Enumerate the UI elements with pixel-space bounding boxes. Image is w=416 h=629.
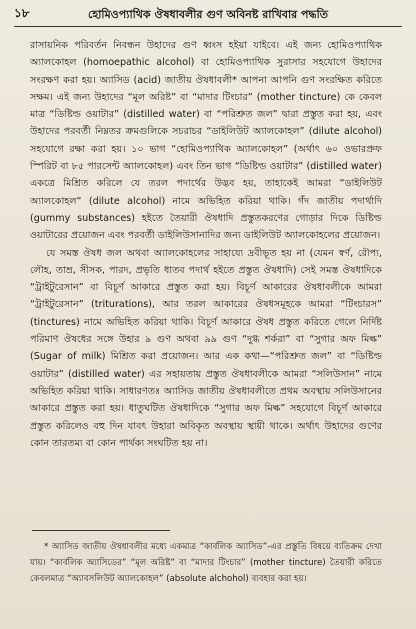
main-text [30, 37, 382, 452]
footnote-divider [32, 530, 170, 531]
paragraph-2: যে সমস্ত ঔষধ জল অথবা অ্যালকোহলের সাহায্যে দ্রবীভূত হয় না (যেমন স্বর্ণ, রৌপ্য, লৌহ, তাম্র, সীসক, পারদ, প্রভৃতি ধাতব পদার্থ হইতে প্রস্তুত ঔষধাদি) সেই সমস্ত ঔষধাদিকে “ট্রাইটুরেসান” বা বিচূর্ণ আকারে প্রস্তুত করা হয়। বিচূর্ণ আকারের ঔষধাবলীকে আমরা “ট্রাইটুরেসান” (triturations), আর তরল আকারের ঔষধসমূহকে আমরা “টিংচারস” (tinctures) নামে অভিহিত করিয়া থাকি। বিচূর্ণ আকারে ঔষধ প্রস্তুত করিতে গেলে নির্দিষ্ট পরিমাণ ঔষধের সঙ্গে উহার ৯ গুণ অথবা ৯৯ গুণ “দুগ্ধ শর্করা” বা “সুগার অফ মিল্ক” (Sugar of milk) মিশ্রিত করা প্রয়োজন। আর এক কথা—“পরিশ্রুত জল” বা “ডিষ্টিল্ড ওয়াটার” (distilled water) এর সহায়তায় প্রস্তুত ঔষধাবলীকে আমরা “সলিউসান” নামে অভিহিত করিয়া থাকি। সাধারণতঃ অ্যাসিড জাতীয় ঔষধাবলীতে প্রথম অবস্থায় সলিউসানের আকারে প্রস্তুত করা হয়। ধাতুঘটিত ঔষধাদিকে “সুগার অফ মিল্ক” সহযোগে বিচূর্ণ আকারে প্রস্তুত করিলেও বহু দিন যাবৎ উহারা অবিকৃত অবস্থায় স্থায়ী থাকে। অর্থাৎ উহাদের গুণের কোন তারতম্য বা কোন পার্থক্য সংঘটিত হয় না। [30, 247, 382, 449]
page-header [14, 6, 402, 24]
header-divider [14, 26, 402, 27]
footnote: * অ্যাসিড জাতীয় ঔষধাবলীর মধ্যে একমাত্র “কার্বলিক অ্যাসিড”-এর প্রস্তুতি বিষয়ে ব্যতিক্রম দেখা যায়। “কার্বলিক অ্যাসিডের” “মূল অরিষ্ট” বা “মাদার টিংচার” (mother tincture) তৈয়ারী করিতে কেবলমাত্র “অ্যাবসলিউট অ্যালকোহল” (absolute alchohol) ব্যবহার করা হয়। [30, 542, 382, 584]
paragraph-1: রাসায়নিক পরিবর্তন নিবন্ধন উহাদের গুণ ধ্বংস হইয়া যাইবে। এই জন্য হোমিওপ্যাথিক অ্যালকোহল (homoepathic alcohol) বা হোমিওপ্যাথিক সুরাসার সহযোগে উহাদের সংরক্ষণ করা হয়। অ্যাসিড (acid) জাতীয় ঔষধাবলী* আপনা আপনি গুণ সংরক্ষিত করিতে সক্ষম। এই জন্য উহাদের “মূল অরিষ্ট” বা “মাদার টিংচার” (mother tincture) কে কেবল মাত্র “ডিষ্টিল্ড ওয়াটার” (distilled water) বা “পরিশ্রুত জল” দ্বারা প্রস্তুত করা হয়, এবং উহাদের পরবর্তী নিম্নতর ক্রমগুলিকে সচরাচর “ডাইলিউট অ্যালকোহল” (dilute alcohol) সহযোগে রক্ষা করা হয়। ১০ ভাগ “হোমিওপ্যাথিক অ্যালকোহল” (অর্থাৎ ৬০ ওভারপ্রুফ স্পিরিট বা ৮৫ পারসেন্ট অ্যালকোহল) এবং তিন ভাগ “ডিষ্টিল্ড ওয়াটার” (distilled water) একত্রে মিশ্রিত করিলে যে তরল পদার্থের উদ্ভব হয়, তাহাকেই আমরা “ডাইলিউট অ্যালকোহল” (dilute alcohol) নামে অভিহিত করিয়া থাকি। গঁদ জাতীয় পদার্থাদি (gummy substances) হইতে তৈয়ারী ঔষধাদি প্রস্তুতকরণের গোড়ার দিকে ডিষ্টিল্ড ওয়াটারের প্রয়োজন এবং পরবর্তী ডাইলিউসানাদির জন্য ডাইলিউট অ্যালকোহলের প্রয়োজন। [30, 40, 382, 242]
running-title: হোমিওপ্যাথিক ঔষধাবলীর গুণ অবিনষ্ট রাখিবার পদ্ধতি [88, 7, 328, 21]
page-number: ১৮ [14, 6, 30, 20]
